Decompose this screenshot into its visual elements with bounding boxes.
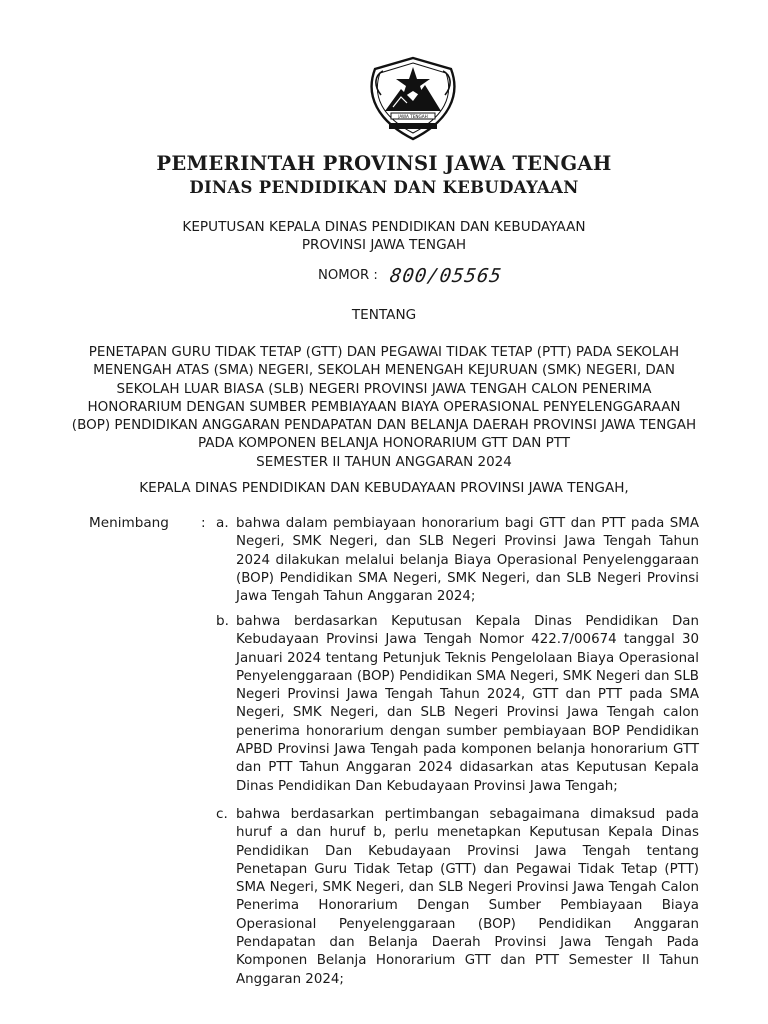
decree-subject	[40, 343, 728, 471]
decree-number-label: NOMOR :	[318, 268, 378, 283]
item-a-text: bahwa dalam pembiayaan honorarium bagi GTT dan PTT pada SMA Negeri, SMK Negeri, dan SLB Negeri Provinsi Jawa Tengah Tahun 2024 dilakukan melalui belanja Biaya Operasional Penyelenggaraan (BOP) Pendidikan SMA Negeri, SMK Negeri, dan SLB Negeri Provinsi Jawa Tengah Tahun Anggaran 2024;	[236, 516, 699, 605]
agency-name: DINAS PENDIDIKAN DAN KEBUDAYAAN	[189, 178, 579, 197]
about-label: TENTANG	[351, 307, 417, 323]
subject-line: PENETAPAN GURU TIDAK TETAP (GTT) DAN PEGAWAI TIDAK TETAP (PTT) PADA SEKOLAH	[88, 344, 680, 360]
central-java-emblem-icon	[363, 55, 463, 143]
item-c-text: bahwa berdasarkan pertimbangan sebagaimana dimaksud pada huruf a dan huruf b, perlu menetapkan Keputusan Kepala Dinas Pendidikan Dan Kebudayaan Provinsi Jawa Tengah tentang Penetapan Guru Tidak Tetap (GTT) dan Pegawai Tidak Tetap (PTT) SMA Negeri, SMK Negeri, dan SLB Negeri Provinsi Jawa Tengah Calon Penerima Honorarium Dengan Sumber Pembiayaan Biaya Operasional Penyelenggaraan (BOP) Pendidikan Anggaran Pendapatan dan Belanja Daerah Provinsi Jawa Tengah Pada Komponen Belanja Honorarium GTT dan PTT Semester II Tahun Anggaran 2024;	[236, 807, 699, 987]
item-b-text: bahwa berdasarkan Keputusan Kepala Dinas Pendidikan Dan Kebudayaan Provinsi Jawa Tengah Nomor 422.7/00674 tanggal 30 Januari 2024 tentang Petunjuk Teknis Pengelolaan Biaya Operasional Penyelenggaraan (BOP) Pendidikan SMA Negeri, SMK Negeri dan SLB Negeri Provinsi Jawa Tengah Tahun 2024, GTT dan PTT pada SMA Negeri, SMK Negeri, dan SLB Negeri Provinsi Jawa Tengah calon penerima honorarium dengan sumber pembiayaan BOP Pendidikan APBD Provinsi Jawa Tengah pada komponen belanja honorarium GTT dan PTT Tahun Anggaran 2024 didasarkan atas Keputusan Kepala Dinas Pendidikan Dan Kebudayaan Provinsi Jawa Tengah;	[236, 614, 699, 794]
subject-line: MENENGAH ATAS (SMA) NEGERI, SEKOLAH MENENGAH KEJURUAN (SMK) NEGERI, DAN	[93, 362, 675, 379]
considering-colon: :	[201, 515, 206, 531]
item-b-marker: b.	[216, 613, 229, 629]
subject-line: SEMESTER II TAHUN ANGGARAN 2024	[256, 453, 512, 470]
subject-line: PADA KOMPONEN BELANJA HONORARIUM GTT DAN PTT	[197, 435, 571, 452]
subject-line: HONORARIUM DENGAN SUMBER PEMBIAYAAN BIAYA OPERASIONAL PENYELENGGARAAN	[87, 398, 681, 415]
subject-line: (BOP) PENDIDIKAN ANGGARAN PENDAPATAN DAN BELANJA DAERAH PROVINSI JAWA TENGAH	[71, 417, 697, 434]
issuer-line: KEPALA DINAS PENDIDIKAN DAN KEBUDAYAAN PROVINSI JAWA TENGAH,	[139, 480, 629, 496]
decree-title-line-1: KEPUTUSAN KEPALA DINAS PENDIDIKAN DAN KEBUDAYAAN	[182, 219, 586, 235]
subject-line: SEKOLAH LUAR BIASA (SLB) NEGERI PROVINSI JAWA TENGAH CALON PENERIMA	[116, 380, 652, 397]
considering-label: Menimbang	[89, 515, 169, 531]
item-c-marker: c.	[216, 806, 228, 822]
decree-title-line-2: PROVINSI JAWA TENGAH	[301, 237, 467, 253]
government-name: PEMERINTAH PROVINSI JAWA TENGAH	[156, 152, 612, 175]
decree-number-handwritten: 800/05565	[388, 265, 504, 287]
item-a-marker: a.	[216, 515, 229, 531]
svg-text:JAWA TENGAH: JAWA TENGAH	[398, 114, 428, 119]
